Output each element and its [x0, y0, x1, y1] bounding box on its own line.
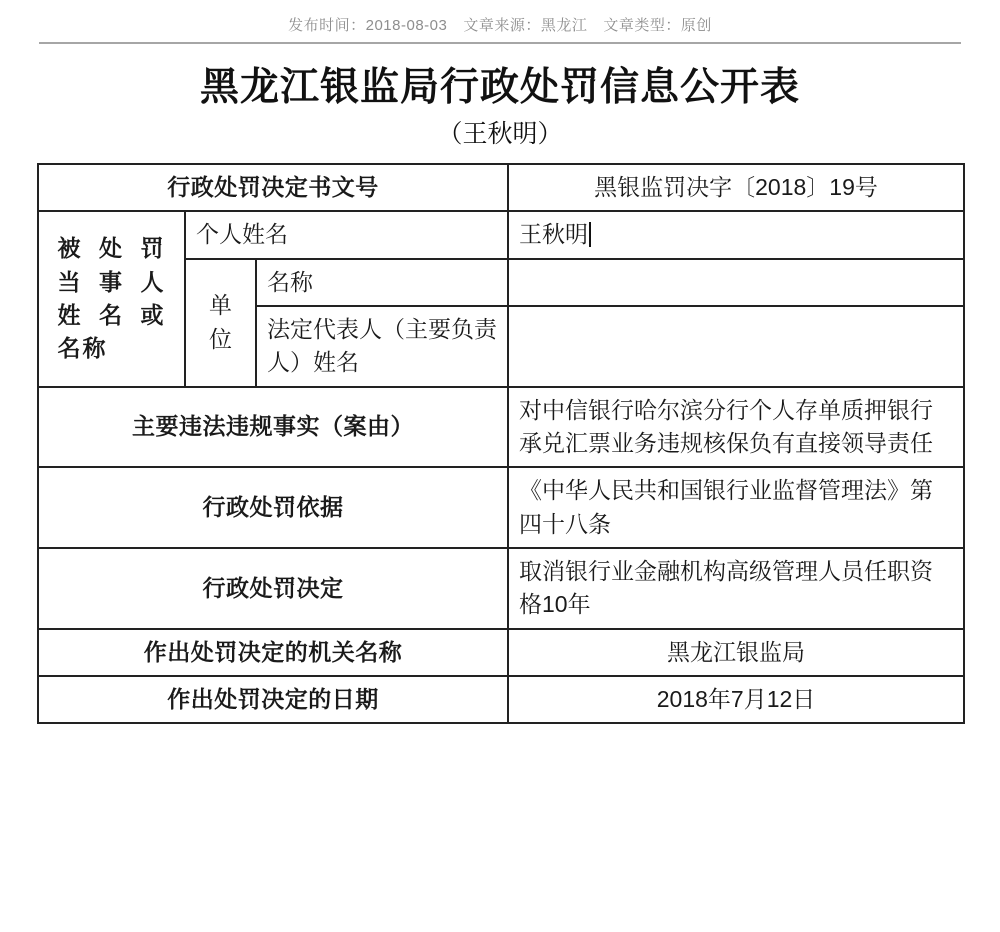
article-type-label: 文章类型： — [603, 17, 681, 34]
unit-name-label: 名称 — [256, 259, 508, 306]
document-number-label: 行政处罚决定书文号 — [38, 164, 508, 211]
person-name-value-cell[interactable] — [508, 211, 964, 258]
unit-label-char-2: 位 — [209, 325, 232, 352]
publish-time-value: 2018-08-03 — [365, 17, 448, 34]
table-row-person-name — [38, 211, 964, 258]
unit-name-value[interactable] — [508, 259, 964, 306]
article-source-value: 黑龙江 — [540, 17, 588, 34]
person-name-label: 个人姓名 — [185, 211, 508, 258]
penalty-table-wrap — [37, 163, 963, 724]
header-divider — [39, 42, 961, 44]
page-subtitle: （王秋明） — [437, 119, 563, 148]
table-row-decision-date — [38, 676, 964, 723]
violation-facts-value: 对中信银行哈尔滨分行个人存单质押银行承兑汇票业务违规核保负有直接领导责任 — [508, 387, 964, 468]
penalty-information-table — [37, 163, 965, 724]
decision-date-value: 2018年7月12日 — [508, 676, 964, 723]
article-type-value: 原创 — [680, 17, 712, 34]
party-name-label-line-1: 被处罚 — [57, 235, 166, 262]
page-title: 黑龙江银监局行政处罚信息公开表 — [199, 66, 800, 109]
table-row-penalty-decision — [38, 548, 964, 629]
person-name-value: 王秋明 — [519, 221, 589, 248]
table-row-authority — [38, 629, 964, 676]
violation-facts-label: 主要违法违规事实（案由） — [38, 387, 508, 468]
party-name-label-line-3: 姓名或 — [57, 301, 166, 328]
publish-time-label: 发布时间： — [288, 17, 366, 34]
authority-value: 黑龙江银监局 — [508, 629, 964, 676]
decision-date-label: 作出处罚决定的日期 — [38, 676, 508, 723]
article-type — [603, 14, 712, 35]
article-meta-bar — [0, 0, 1000, 35]
authority-label: 作出处罚决定的机关名称 — [38, 629, 508, 676]
penalty-decision-value: 取消银行业金融机构高级管理人员任职资格10年 — [508, 548, 964, 629]
text-cursor-caret — [589, 222, 591, 247]
table-row-legal-basis — [38, 467, 964, 548]
table-row-violation-facts — [38, 387, 964, 468]
penalty-decision-label: 行政处罚决定 — [38, 548, 508, 629]
document-number-value: 黑银监罚决字〔2018〕19号 — [508, 164, 964, 211]
unit-label-char-1: 单 — [209, 292, 232, 319]
party-name-label-line-2: 当事人 — [57, 268, 166, 295]
legal-representative-label: 法定代表人（主要负责人）姓名 — [256, 306, 508, 387]
article-source — [463, 14, 587, 35]
legal-representative-value[interactable] — [508, 306, 964, 387]
publish-time — [288, 14, 447, 35]
legal-basis-value: 《中华人民共和国银行业监督管理法》第四十八条 — [508, 467, 964, 548]
legal-basis-label: 行政处罚依据 — [38, 467, 508, 548]
party-name-label-line-4: 名称 — [57, 335, 108, 362]
party-name-label — [38, 211, 185, 386]
table-row-document-number — [38, 164, 964, 211]
article-source-label: 文章来源： — [463, 17, 541, 34]
unit-label — [185, 259, 256, 387]
